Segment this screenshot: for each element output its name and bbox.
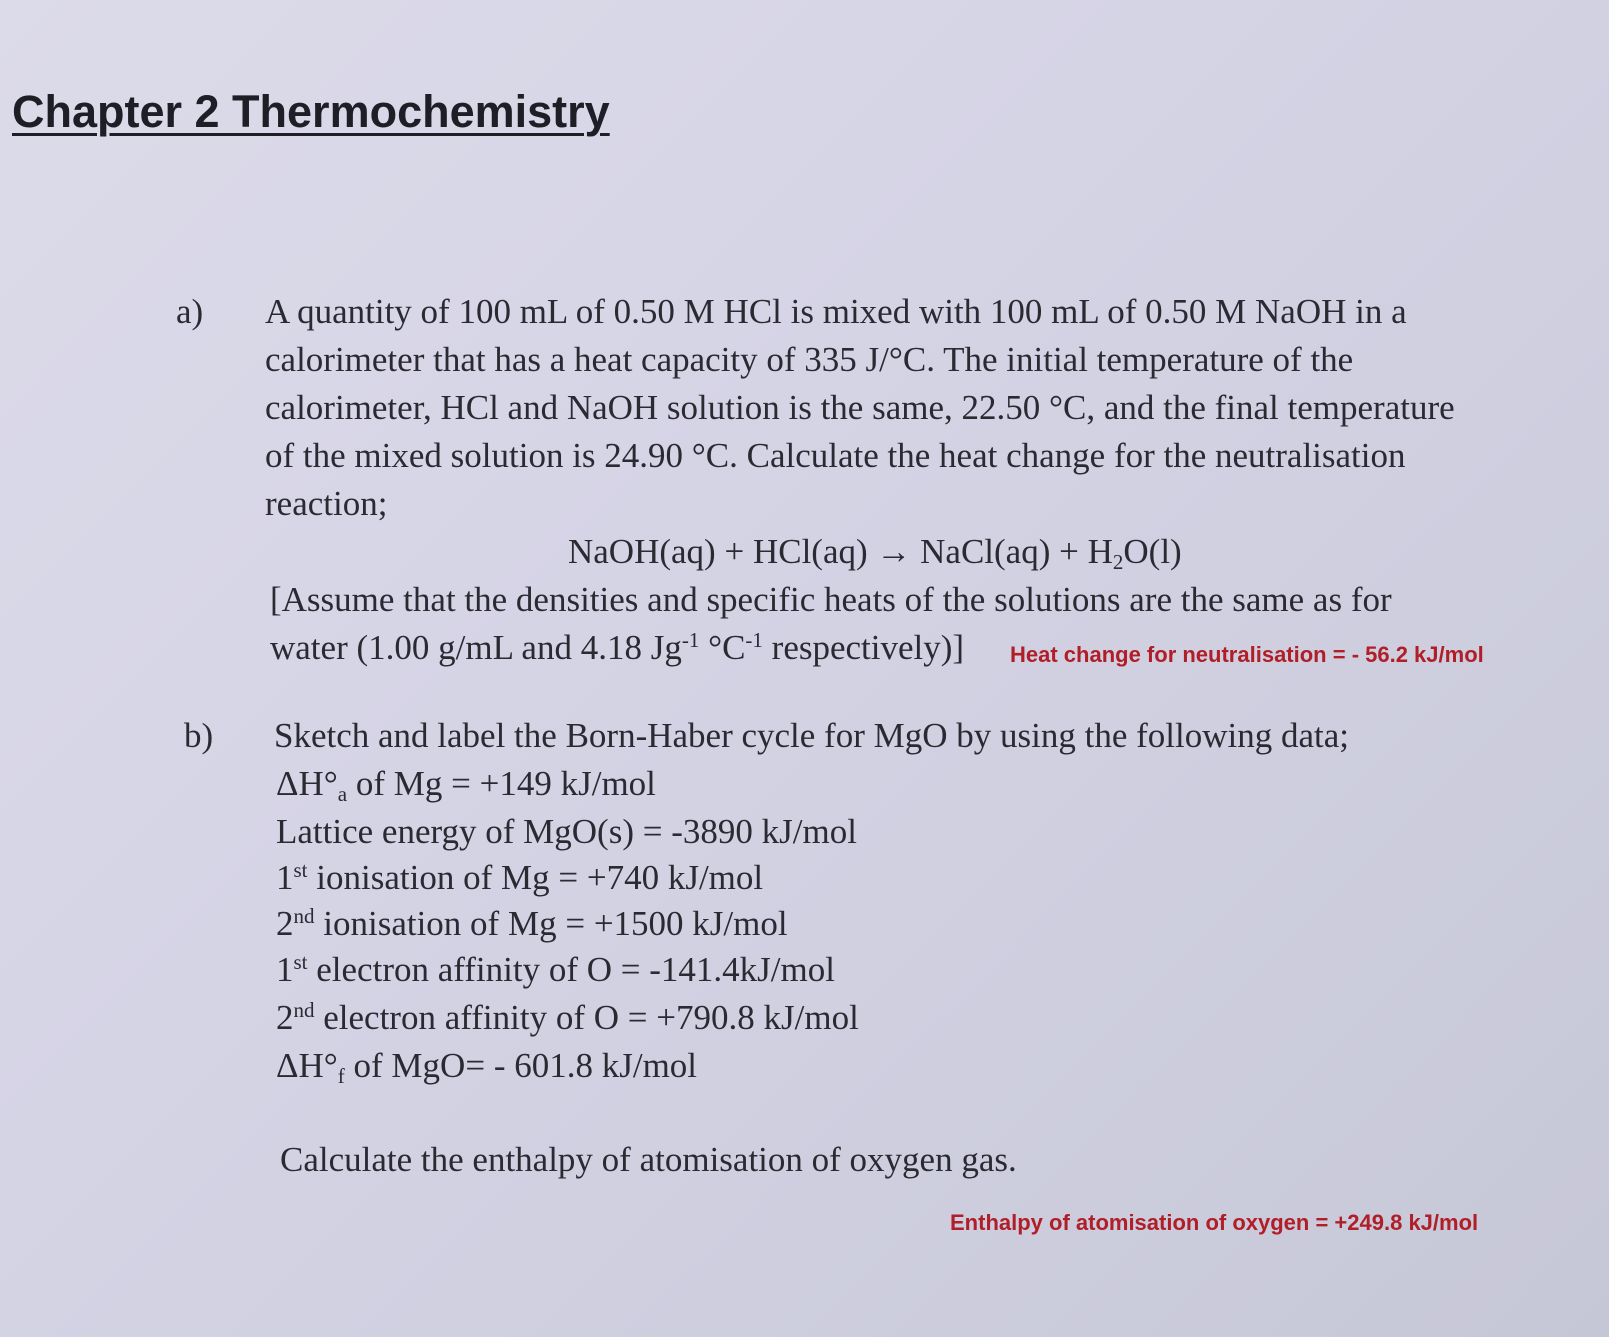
question-a-label: a): [176, 292, 204, 331]
data-line: $\Delta H^\circ_a$ of Mg = +149 kJ/mol: [276, 764, 656, 806]
question-b-intro: Sketch and label the Born-Haber cycle for MgO by using the following data;: [274, 716, 1349, 755]
question-a-line: calorimeter that has a heat capacity of 335 J/°C. The initial temperature of the: [265, 340, 1354, 379]
data-line: 1st electron affinity of O = -141.4kJ/mol: [276, 950, 835, 989]
question-a-line: A quantity of 100 mL of 0.50 M HCl is mixed with 100 mL of 0.50 M NaOH in a: [265, 292, 1407, 331]
question-b-label: b): [184, 716, 214, 755]
equation-left: NaOH(aq) + HCl(aq) → NaCl(aq) + H: [568, 532, 1113, 571]
question-a-line: of the mixed solution is 24.90 °C. Calculate the heat change for the neutralisation: [265, 436, 1406, 475]
question-b-task: Calculate the enthalpy of atomisation of oxygen gas.: [280, 1140, 1017, 1179]
assumption-line: water (1.00 g/mL and 4.18 $Jg^{-1}$ $^\circ C^{-1}$ respectively)]: [270, 628, 965, 667]
answer-b: Enthalpy of atomisation of oxygen = +249.8 kJ/mol: [950, 1210, 1479, 1235]
assumption-line: [Assume that the densities and specific heats of the solutions are the same as for: [270, 580, 1392, 619]
equation-subscript: 2: [1112, 550, 1124, 574]
data-line: Lattice energy of MgO(s) = -3890 kJ/mol: [276, 812, 857, 851]
equation-right: O(l): [1123, 532, 1182, 571]
data-line: 1st ionisation of Mg = +740 kJ/mol: [276, 858, 764, 897]
chapter-title: Chapter 2 Thermochemistry: [12, 86, 610, 137]
answer-a: Heat change for neutralisation = - 56.2 kJ/mol: [1010, 642, 1484, 667]
data-line: $\Delta H^\circ_f$ of MgO= - 601.8 kJ/mol: [276, 1046, 698, 1088]
reaction-equation: [568, 532, 1182, 572]
question-a-line: calorimeter, HCl and NaOH solution is the same, 22.50 °C, and the final temperature: [265, 388, 1455, 427]
question-a-line: reaction;: [265, 484, 388, 523]
data-line: 2nd electron affinity of O = +790.8 kJ/mol: [276, 998, 859, 1037]
data-line: 2nd ionisation of Mg = +1500 kJ/mol: [276, 904, 788, 943]
